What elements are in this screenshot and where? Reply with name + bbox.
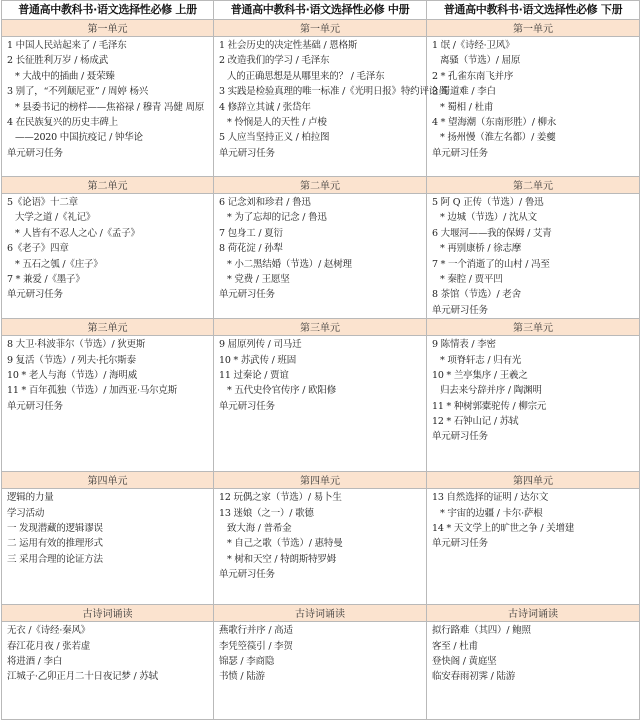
lesson-item: 逻辑的力量 — [7, 492, 54, 504]
lesson-item: 拟行路难（其四）/ 鲍照 — [432, 625, 531, 637]
lesson-item: 单元研习任务 — [7, 289, 63, 301]
lesson-item: 7 * 兼爱 /《墨子》 — [7, 273, 85, 285]
lesson-item: 5 人应当坚持正义 / 柏拉图 — [219, 132, 330, 144]
lesson-item: 5 阿 Q 正传（节选）/ 鲁迅 — [432, 197, 544, 208]
lesson-item: 1 中国人民站起来了 / 毛泽东 — [7, 40, 127, 51]
lesson-item: 归去来兮辞并序 / 陶渊明 — [440, 385, 542, 397]
unit-header-row — [2, 177, 640, 194]
unit-content-cell — [427, 622, 640, 720]
lesson-item: 9 屈原列传 / 司马迁 — [219, 339, 302, 351]
lesson-item: 李凭箜篌引 / 李贺 — [219, 640, 293, 652]
lesson-item: 锦瑟 / 李商隐 — [219, 655, 275, 667]
lesson-item: 燕歌行并序 / 高适 — [219, 625, 293, 637]
lesson-item: 2 改造我们的学习 / 毛泽东 — [219, 55, 330, 67]
book-header-row — [2, 1, 640, 20]
unit-title: 第二单元 — [2, 177, 214, 194]
lesson-item: 单元研习任务 — [432, 538, 488, 550]
unit-content-cell — [2, 194, 214, 319]
unit-content-cell — [214, 194, 427, 319]
lesson-item: 2 * 孔雀东南飞并序 — [432, 70, 514, 82]
lesson-item: 4 在民族复兴的历史丰碑上 — [7, 116, 118, 128]
unit-title: 第三单元 — [2, 319, 214, 336]
unit-header-row — [2, 605, 640, 622]
lesson-item: * 怜悯是人的天性 / 卢梭 — [227, 116, 327, 128]
unit-title: 第四单元 — [427, 472, 640, 489]
unit-content-row — [2, 37, 640, 177]
unit-title: 第四单元 — [2, 472, 214, 489]
unit-title: 第三单元 — [427, 319, 640, 336]
lesson-item: 二 运用有效的推理形式 — [7, 538, 103, 550]
unit-content-cell — [2, 622, 214, 720]
lesson-item: 11 * 种树郭橐驼传 / 柳宗元 — [432, 400, 547, 412]
lesson-item: 12 * 石钟山记 / 苏轼 — [432, 416, 519, 428]
lesson-item: 一 发现潜藏的逻辑谬误 — [7, 522, 103, 534]
lesson-item: * 五代史伶官传序 / 欧阳修 — [227, 385, 337, 397]
lesson-item: 8 大卫·科波菲尔（节选）/ 狄更斯 — [7, 339, 146, 351]
lesson-item: 13 自然选择的证明 / 达尔文 — [432, 492, 549, 504]
lesson-item: 单元研习任务 — [432, 147, 488, 159]
lesson-item: 8 茶馆（节选）/ 老舍 — [432, 289, 521, 301]
lesson-item: * 树和天空 / 特朗斯特罗姆 — [227, 553, 337, 565]
unit-content-cell — [214, 336, 427, 472]
lesson-item: 单元研习任务 — [219, 400, 275, 412]
lesson-item: 单元研习任务 — [219, 289, 275, 301]
lesson-item: 7 包身工 / 夏衍 — [219, 227, 283, 239]
unit-title: 第四单元 — [214, 472, 427, 489]
lesson-item: * 扬州慢（淮左名都）/ 姜夔 — [440, 132, 556, 144]
unit-title: 第二单元 — [427, 177, 640, 194]
lesson-item: 1 氓 /《诗经·卫风》 — [432, 40, 515, 51]
lesson-item: 13 迷娘（之一）/ 歌德 — [219, 507, 314, 519]
lesson-item: 11 过秦论 / 贾谊 — [219, 369, 289, 381]
unit-title: 古诗词诵读 — [2, 605, 214, 622]
unit-content-cell — [427, 336, 640, 472]
lesson-item: 人的正确思想是从哪里来的？ / 毛泽东 — [227, 70, 385, 82]
lesson-item: 6《老子》四章 — [7, 243, 69, 255]
lesson-item: 3 别了，“不列颠尼亚” / 周婷 杨兴 — [7, 86, 149, 98]
lesson-item: 10 * 苏武传 / 班固 — [219, 354, 297, 366]
unit-content-row — [2, 194, 640, 319]
unit-content-cell — [2, 336, 214, 472]
lesson-item: 7 * 一个消逝了的山村 / 冯至 — [432, 258, 550, 270]
lesson-item: 登快阁 / 黄庭坚 — [432, 655, 497, 667]
lesson-item: 3 蜀道难 / 李白 — [432, 86, 496, 98]
lesson-item: 6 大堰河——我的保姆 / 艾青 — [432, 227, 552, 239]
lesson-item: 客至 / 杜甫 — [432, 640, 478, 652]
unit-header-row — [2, 472, 640, 489]
unit-content-cell — [427, 37, 640, 177]
toc-table — [1, 0, 640, 720]
lesson-item: * 自己之歌（节选）/ 惠特曼 — [227, 538, 343, 550]
lesson-item: * 项脊轩志 / 归有光 — [440, 354, 522, 366]
lesson-item: 4 * 望海潮（东南形胜）/ 柳永 — [432, 116, 557, 128]
book-header-upper: 普通高中教科书·语文选择性必修 上册 — [2, 1, 214, 20]
lesson-item: * 五石之瓠 /《庄子》 — [15, 258, 103, 270]
lesson-item: 12 玩偶之家（节选）/ 易卜生 — [219, 492, 342, 504]
lesson-item: 江城子·乙卯正月二十日夜记梦 / 苏轼 — [7, 671, 158, 683]
lesson-item: * 蜀相 / 杜甫 — [440, 101, 494, 113]
unit-content-row — [2, 489, 640, 605]
unit-title: 古诗词诵读 — [214, 605, 427, 622]
lesson-item: * 为了忘却的记念 / 鲁迅 — [227, 212, 327, 224]
lesson-item: 4 修辞立其诚 / 张岱年 — [219, 101, 311, 113]
unit-content-cell — [214, 622, 427, 720]
unit-content-cell — [427, 489, 640, 605]
lesson-item: 书愤 / 陆游 — [219, 671, 265, 683]
unit-content-row — [2, 336, 640, 472]
unit-header-row — [2, 319, 640, 336]
lesson-item: 6 记念刘和珍君 / 鲁迅 — [219, 197, 311, 208]
unit-content-cell — [2, 489, 214, 605]
lesson-item: 9 复活（节选）/ 列夫·托尔斯泰 — [7, 354, 136, 366]
lesson-item: * 人皆有不忍人之心 /《孟子》 — [15, 227, 140, 239]
book-header-lower: 普通高中教科书·语文选择性必修 下册 — [427, 1, 640, 20]
unit-title: 第一单元 — [214, 20, 427, 37]
lesson-item: * 县委书记的榜样——焦裕禄 / 穆青 冯健 周原 — [15, 101, 205, 113]
lesson-item: 10 * 老人与海（节选）/ 海明威 — [7, 369, 137, 381]
toc-body — [2, 20, 640, 720]
unit-title: 第一单元 — [2, 20, 214, 37]
lesson-item: 9 陈情表 / 李密 — [432, 339, 496, 351]
lesson-item: 单元研习任务 — [432, 304, 488, 316]
lesson-item: 3 实践是检验真理的唯一标准 /《光明日报》特约评论员 — [219, 86, 448, 98]
unit-title: 第一单元 — [427, 20, 640, 37]
lesson-item: 离骚（节选）/ 屈原 — [440, 55, 521, 67]
lesson-item: 1 社会历史的决定性基础 / 恩格斯 — [219, 40, 358, 51]
lesson-item: 临安春雨初霁 / 陆游 — [432, 671, 516, 683]
unit-content-row — [2, 622, 640, 720]
lesson-item: * 秦腔 / 贾平凹 — [440, 273, 503, 285]
lesson-item: 无衣 /《诗经·秦风》 — [7, 625, 91, 637]
lesson-item: * 小二黑结婚（节选）/ 赵树理 — [227, 258, 352, 270]
lesson-item: * 宇宙的边疆 / 卡尔·萨根 — [440, 507, 543, 519]
lesson-item: 11 * 百年孤独（节选）/ 加西亚·马尔克斯 — [7, 385, 178, 397]
lesson-item: * 边城（节选）/ 沈从文 — [440, 212, 537, 224]
lesson-item: 单元研习任务 — [432, 431, 488, 443]
lesson-item: 单元研习任务 — [219, 147, 275, 159]
lesson-item: 5《论语》十二章 — [7, 197, 78, 208]
unit-content-cell — [2, 37, 214, 177]
unit-title: 古诗词诵读 — [427, 605, 640, 622]
unit-title: 第二单元 — [214, 177, 427, 194]
lesson-item: 14 * 天文学上的旷世之争 / 关增建 — [432, 522, 575, 534]
lesson-item: 三 采用合理的论证方法 — [7, 553, 103, 565]
lesson-item: 学习活动 — [7, 507, 45, 519]
unit-content-cell — [214, 489, 427, 605]
lesson-item: * 大战中的插曲 / 聂荣臻 — [15, 70, 115, 82]
lesson-item: 单元研习任务 — [219, 569, 275, 581]
lesson-item: 单元研习任务 — [7, 400, 63, 412]
unit-title: 第三单元 — [214, 319, 427, 336]
lesson-item: 8 荷花淀 / 孙犁 — [219, 243, 283, 255]
unit-content-cell — [427, 194, 640, 319]
lesson-item: * 党费 / 王愿坚 — [227, 273, 290, 285]
lesson-item: 将进酒 / 李白 — [7, 655, 63, 667]
lesson-item: 春江花月夜 / 张若虚 — [7, 640, 91, 652]
lesson-item: ——2020 中国抗疫记 / 钟华论 — [15, 132, 143, 144]
book-header-middle: 普通高中教科书·语文选择性必修 中册 — [214, 1, 427, 20]
unit-header-row — [2, 20, 640, 37]
lesson-item: 单元研习任务 — [7, 147, 63, 159]
unit-content-cell — [214, 37, 448, 177]
lesson-item: 大学之道 /《礼记》 — [15, 212, 96, 224]
lesson-item: 2 长征胜利万岁 / 杨成武 — [7, 55, 109, 67]
lesson-item: 10 * 兰亭集序 / 王羲之 — [432, 369, 528, 381]
lesson-item: * 再别康桥 / 徐志摩 — [440, 243, 522, 255]
lesson-item: 致大海 / 普希金 — [227, 522, 292, 534]
